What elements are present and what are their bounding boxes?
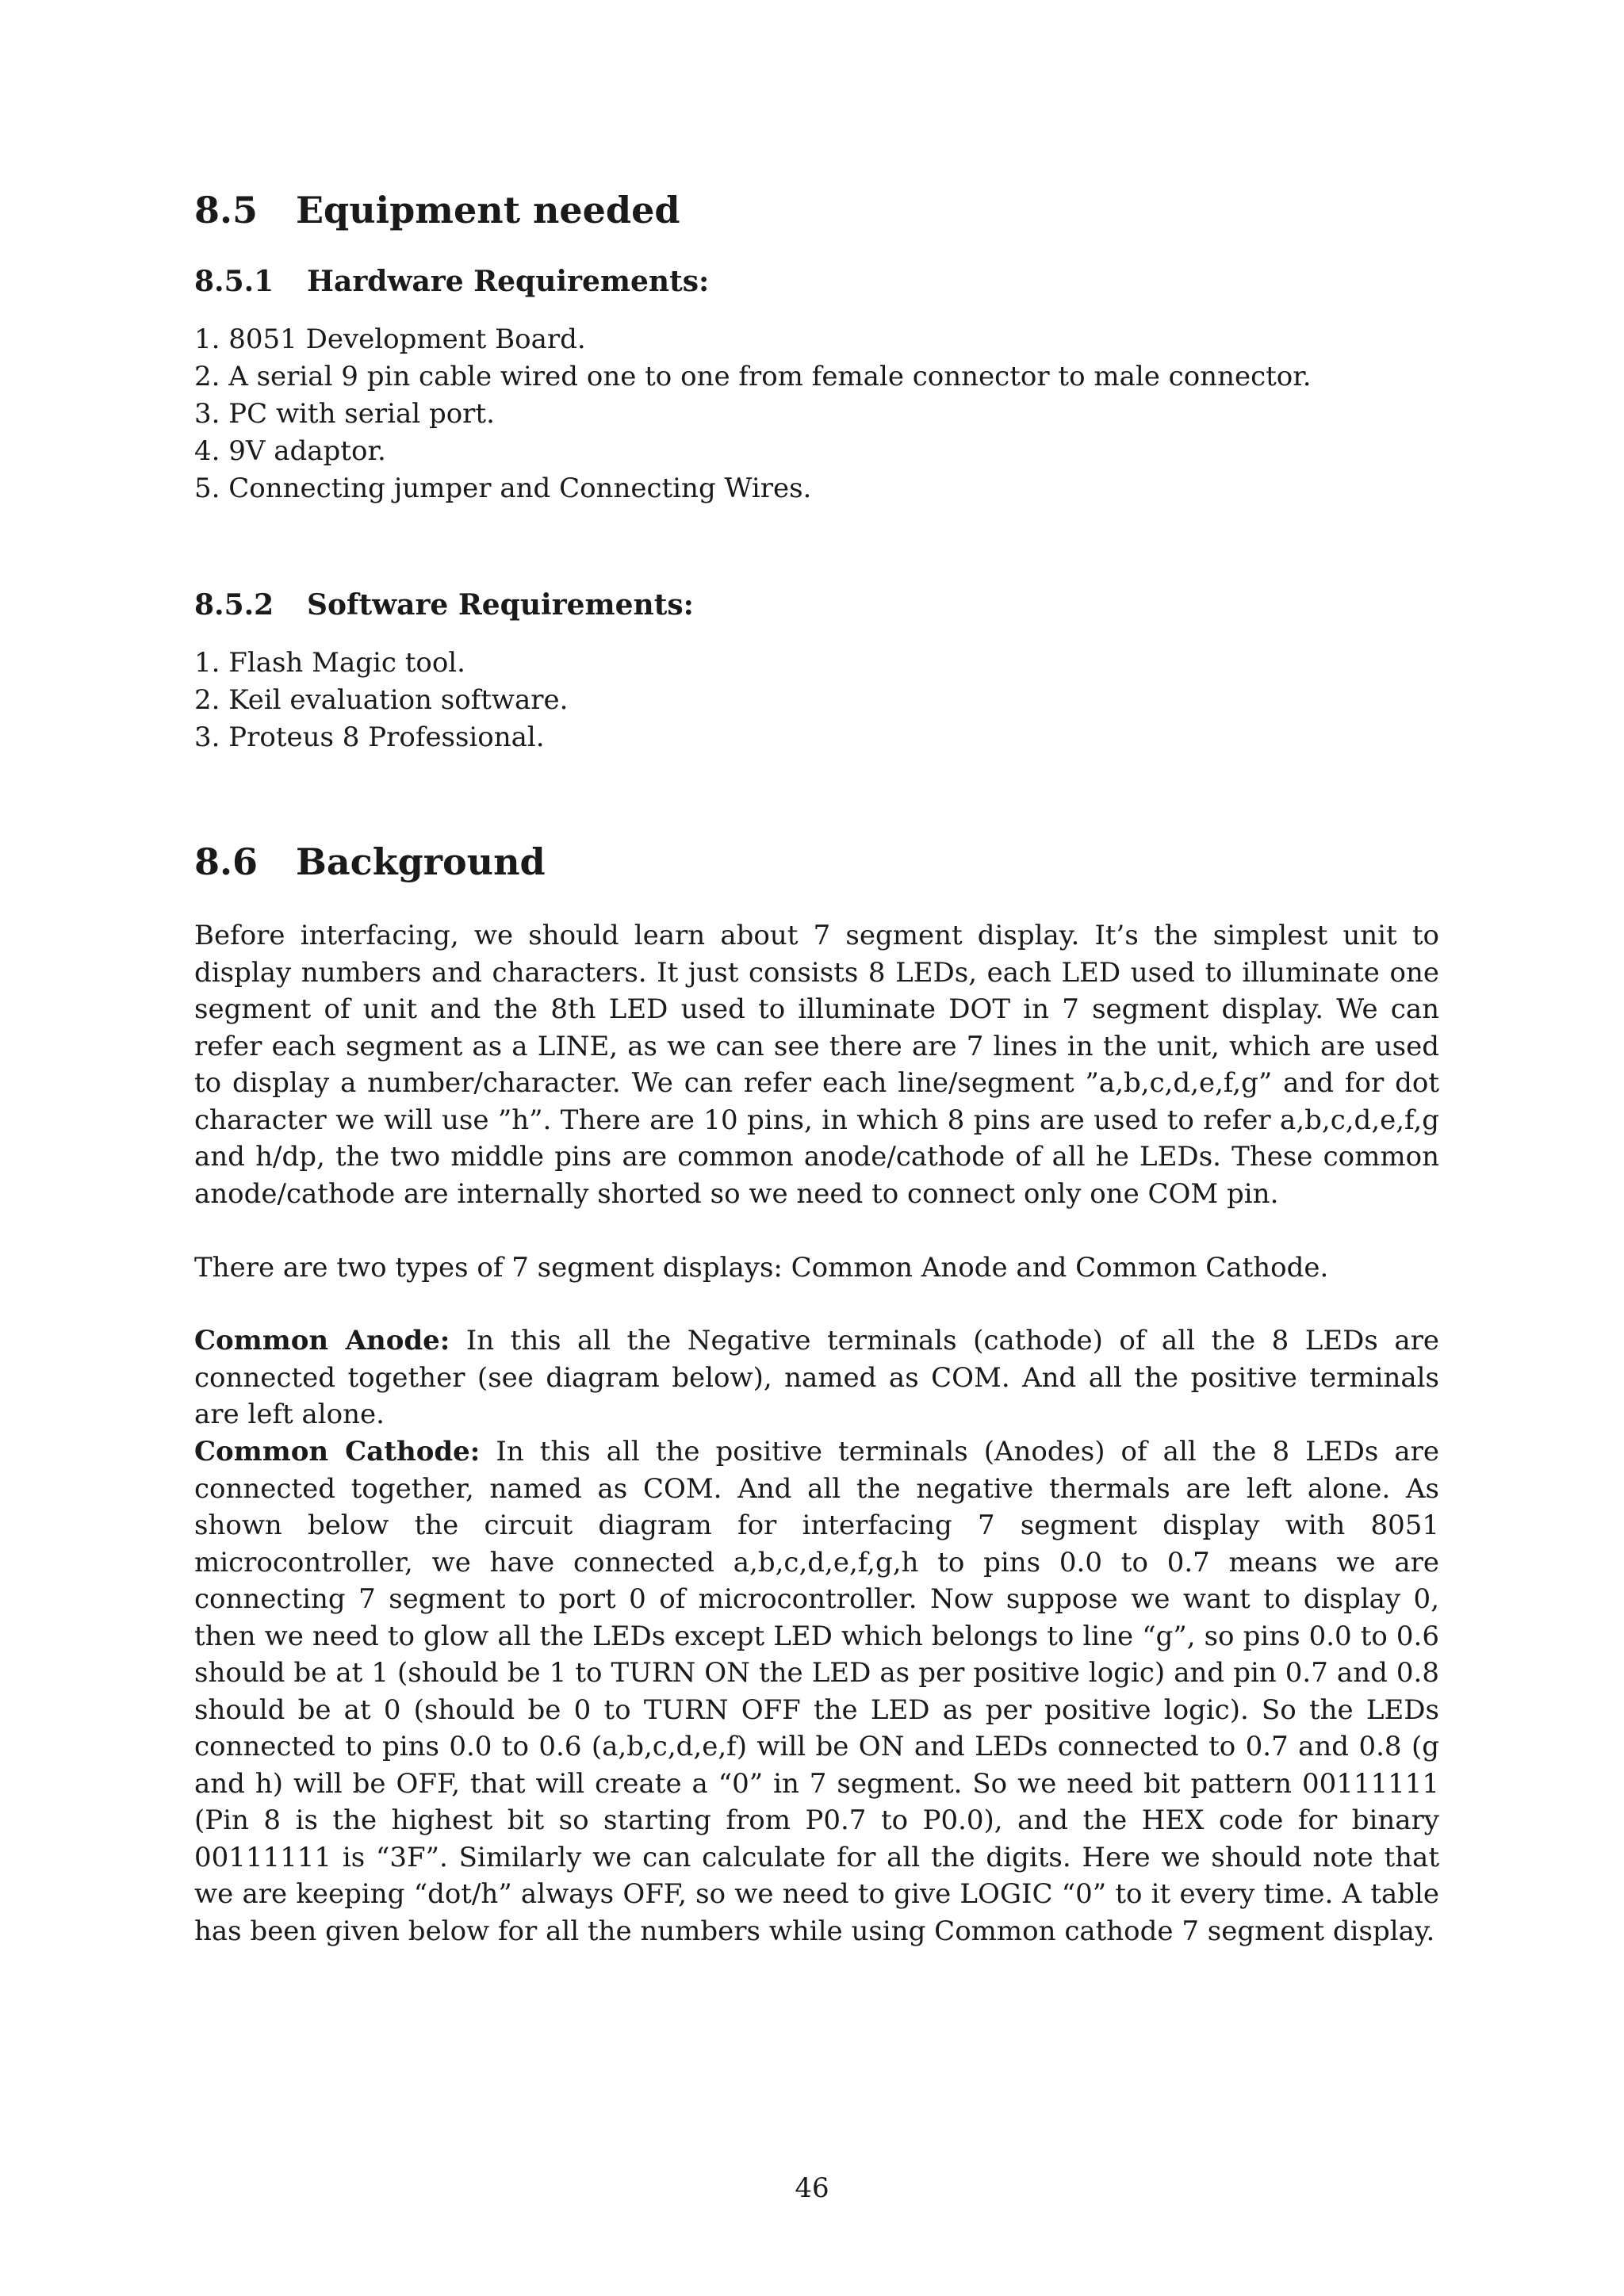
subsection-heading-software [194,588,694,622]
software-list [194,645,568,756]
section-heading-equipment [194,189,680,232]
list-item: 4. 9V adaptor. [194,435,386,467]
section-title: Equipment needed [296,189,680,232]
list-item: 2. A serial 9 pin cable wired one to one from female connector to male connector. [194,361,1312,392]
term-label: Common Anode: [194,1325,450,1357]
section-title: Background [296,840,546,883]
subsection-heading-hardware [194,265,709,298]
hardware-list [194,321,1312,507]
list-item: 5. Connecting jumper and Connecting Wires. [194,473,812,504]
subsection-title: Hardware Requirements: [307,265,710,298]
list-item: 1. Flash Magic tool. [194,647,465,679]
paragraph-common-cathode [194,1433,1439,1950]
list-item: 3. Proteus 8 Professional. [194,721,545,753]
subsection-number: 8.5.1 [194,265,274,298]
subsection-number: 8.5.2 [194,588,274,622]
section-number: 8.5 [194,189,259,232]
subsection-title: Software Requirements: [307,588,694,622]
paragraph-intro: Before interfacing, we should learn about 7 segment display. It’s the simplest unit to display numbers and characters. It just consists 8 LEDs, each LED used to illuminate one segment of unit and the 8th LED used to illuminate DOT in 7 segment display. We can refer each segment as a LINE, as we can see there are 7 lines in the unit, which are used to display a number/character. We can refer each line/segment ”a,b,c,d,e,f,g” and for dot character we will use ”h”. There are 10 pins, in which 8 pins are used to refer a,b,c,d,e,f,g and h/dp, the two middle pins are common anode/cathode of all he LEDs. These common anode/cathode are internally shorted so we need to connect only one COM pin. [194,920,1439,1210]
paragraph-types: There are two types of 7 segment displays: Common Anode and Common Cathode. [194,1252,1329,1284]
list-item: 3. PC with serial port. [194,398,495,430]
section-number: 8.6 [194,840,259,883]
term-label: Common Cathode: [194,1436,481,1468]
paragraph-common-anode [194,1322,1439,1433]
list-item: 2. Keil evaluation software. [194,684,569,716]
page-number: 46 [795,2172,829,2204]
term-description: In this all the Negative terminals (cathode) of all the 8 LEDs are connected together (see diagram below), named as COM. And all the positive terminals are left alone. [194,1325,1439,1430]
list-item: 1. 8051 Development Board. [194,323,586,355]
term-description: In this all the positive terminals (Anodes) of all the 8 LEDs are connected together, named as COM. And all the negative thermals are left alone. As shown below the circuit diagram for interfacing 7 segment display with 8051 microcontroller, we have connected a,b,c,d,e,f,g,h to pins 0.0 to 0.7 means we are connecting 7 segment to port 0 of microcontroller. Now suppose we want to display 0, then we need to glow all the LEDs except LED which belongs to line “g”, so pins 0.0 to 0.6 should be at 1 (should be 1 to TURN ON the LED as per positive logic) and pin 0.7 and 0.8 should be at 0 (should be 0 to TURN OFF the LED as per positive logic). So the LEDs connected to pins 0.0 to 0.6 (a,b,c,d,e,f) will be ON and LEDs connected to 0.7 and 0.8 (g and h) will be OFF, that will create a “0” in 7 segment. So we need bit pattern 00111111 (Pin 8 is the highest bit so starting from P0.7 to P0.0), and the HEX code for binary 00111111 is “3F”. Similarly we can calculate for all the digits. Here we should note that we are keeping “dot/h” always OFF, so we need to give LOGIC “0” to it every time. A table has been given below for all the numbers while using Common cathode 7 segment display. [194,1436,1439,1947]
section-heading-background [194,840,546,883]
